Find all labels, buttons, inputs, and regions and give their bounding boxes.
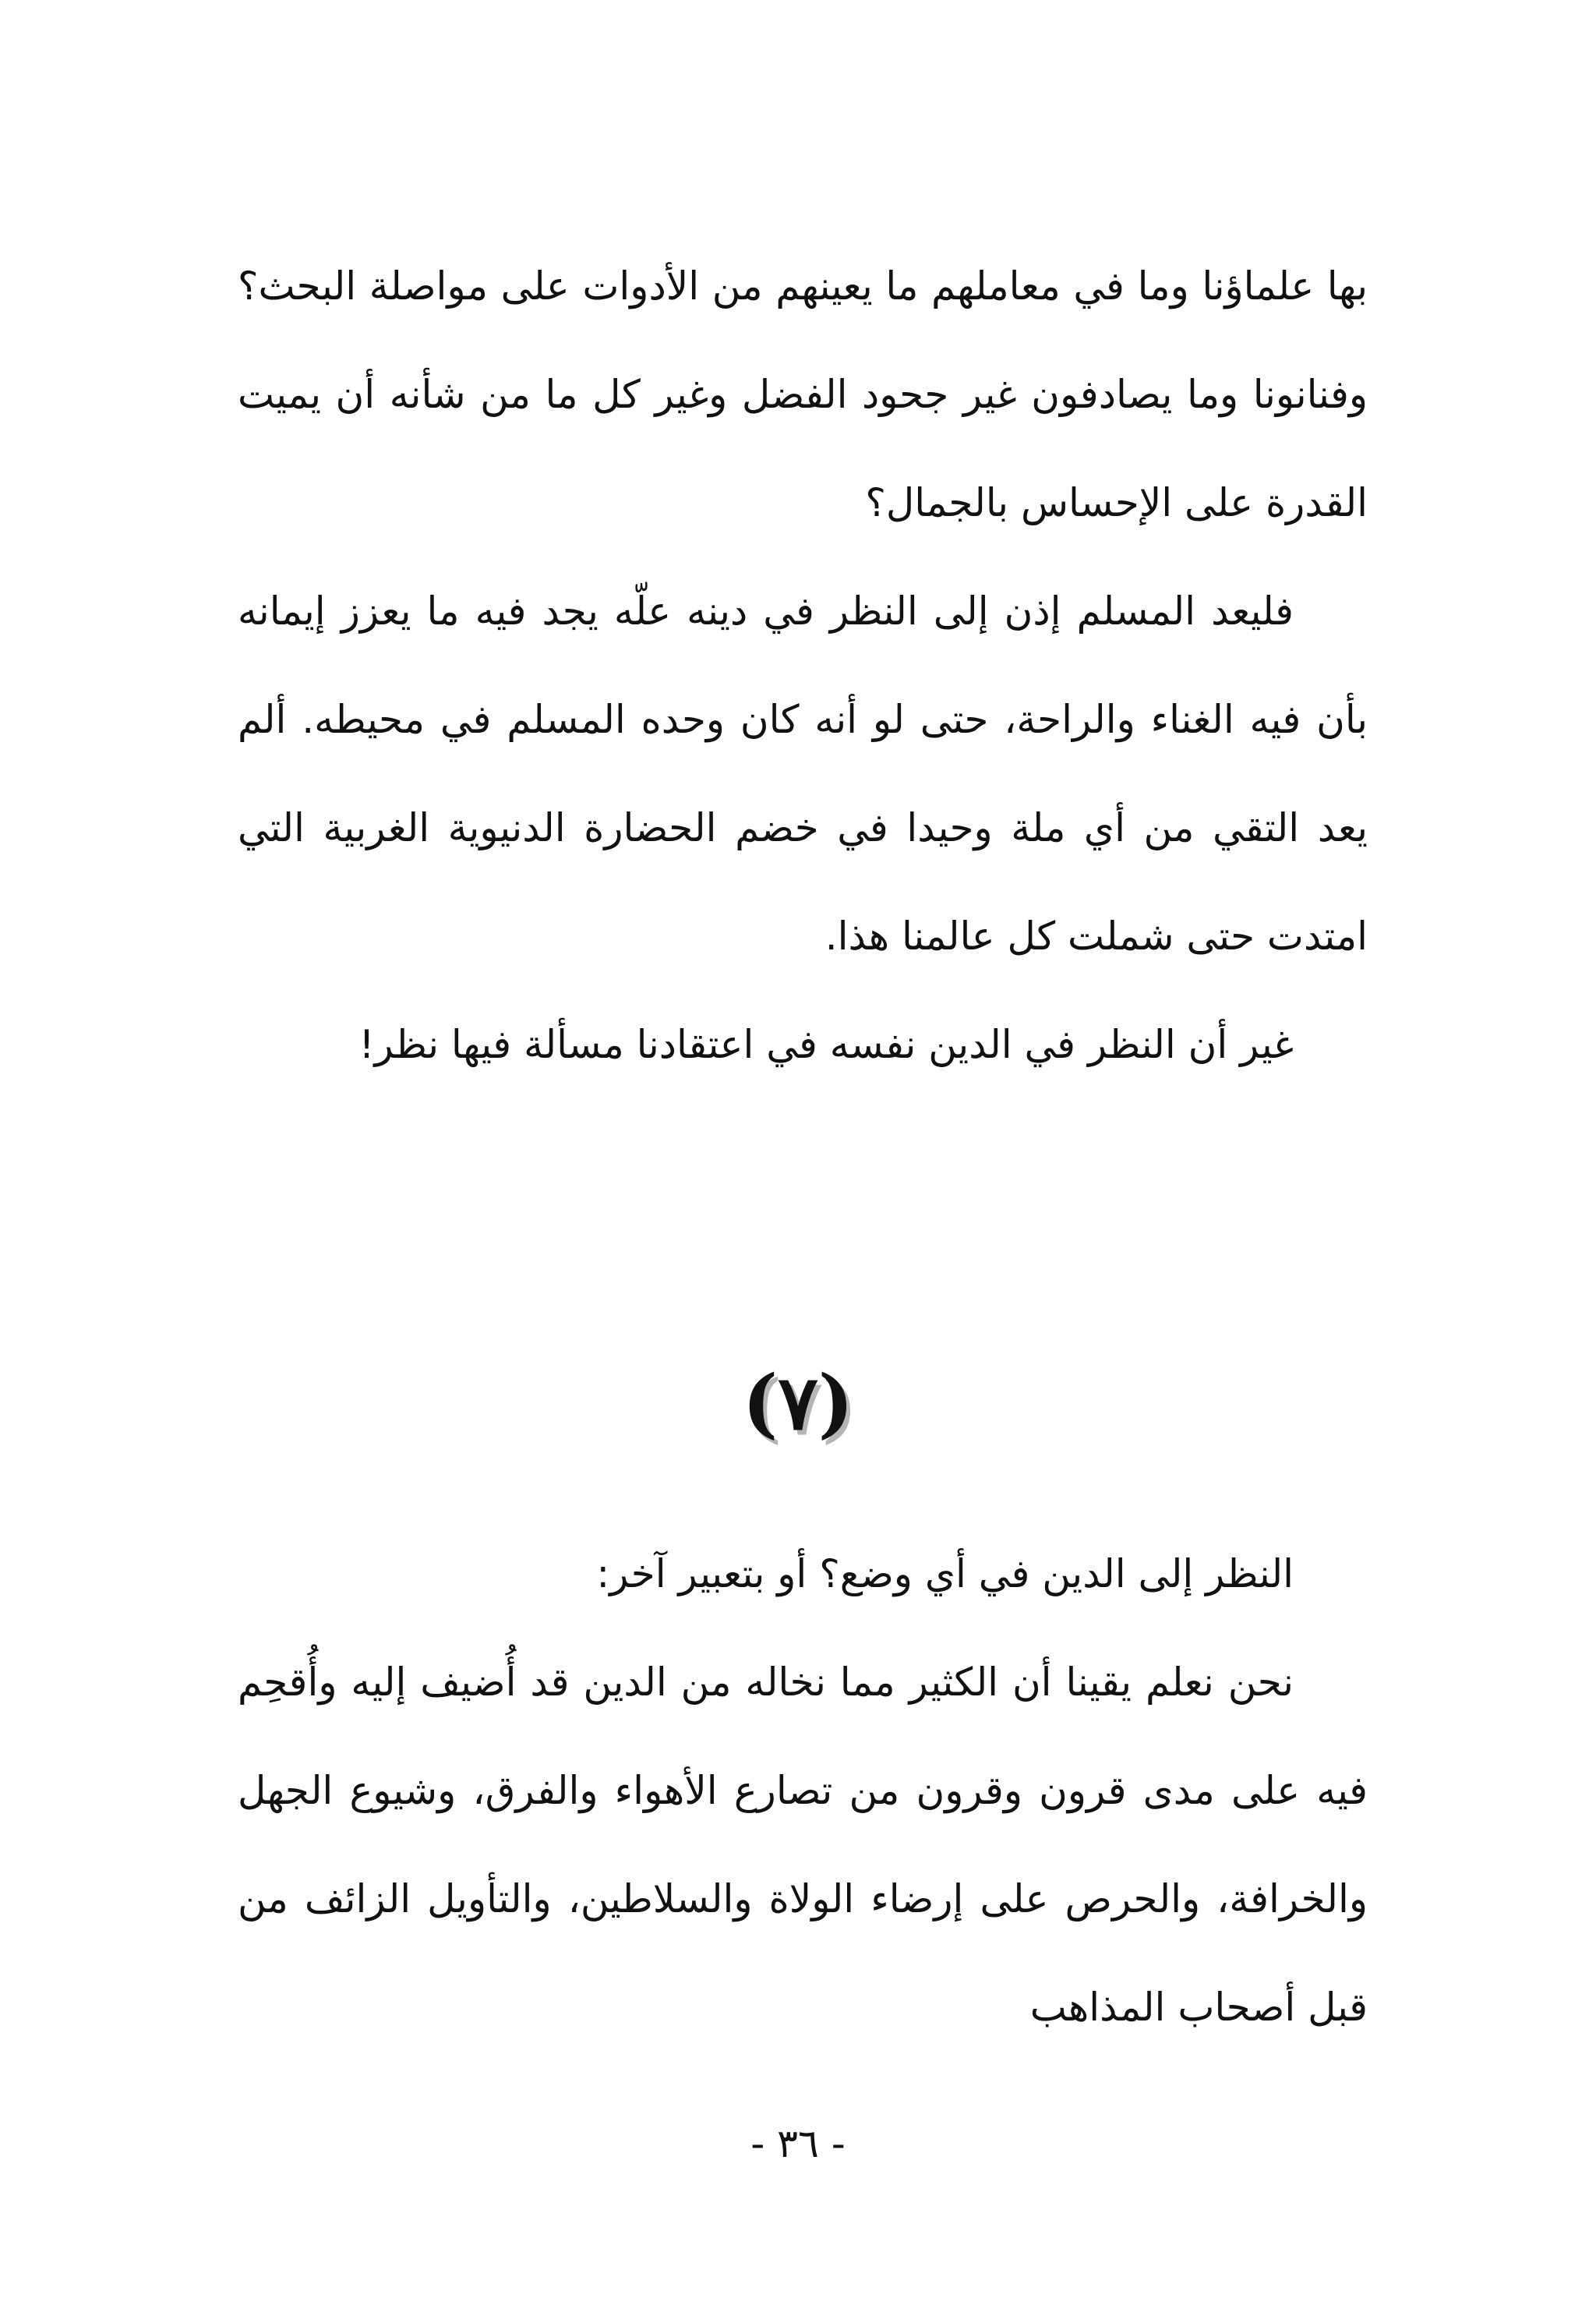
body-text-top <box>238 232 1368 1099</box>
paragraph-5: نحن نعلم يقينا أن الكثير مما نخاله من الدين قد أُضيف إليه وأُقحِم فيه على مدى قرون وقرون من تصارع الأهواء والفرق، وشيوع الجهل والخرافة، والحرص على إرضاء الولاة والسلاطين، والتأويل الزائف من قبل أصحاب المذاهب <box>238 1660 1368 2030</box>
body-text-bottom <box>238 1520 1368 2062</box>
page-number: - ٣٦ - <box>750 2121 846 2166</box>
section-number-heading: (٧) <box>742 1359 854 1447</box>
paragraph-1: بها علماؤنا وما في معاملهم ما يعينهم من الأدوات على مواصلة البحث؟ وفنانونا وما يصادفون غير جحود الفضل وغير كل ما من شأنه أن يميت القدرة على الإحساس بالجمال؟ <box>238 263 1368 525</box>
paragraph-4: النظر إلى الدين في أي وضع؟ أو بتعبير آخر: <box>596 1551 1294 1596</box>
paragraph-3: غير أن النظر في الدين نفسه في اعتقادنا مسألة فيها نظر! <box>358 1022 1294 1067</box>
paragraph-2: فليعد المسلم إذن إلى النظر في دينه علّه يجد فيه ما يعزز إيمانه بأن فيه الغناء والراحة، حتى لو أنه كان وحده المسلم في محيطه. ألم يعد التقي من أي ملة وحيدا في خضم الحضارة الدنيوية الغربية التي امتدت حتى شملت كل عالمنا هذا. <box>238 589 1368 959</box>
